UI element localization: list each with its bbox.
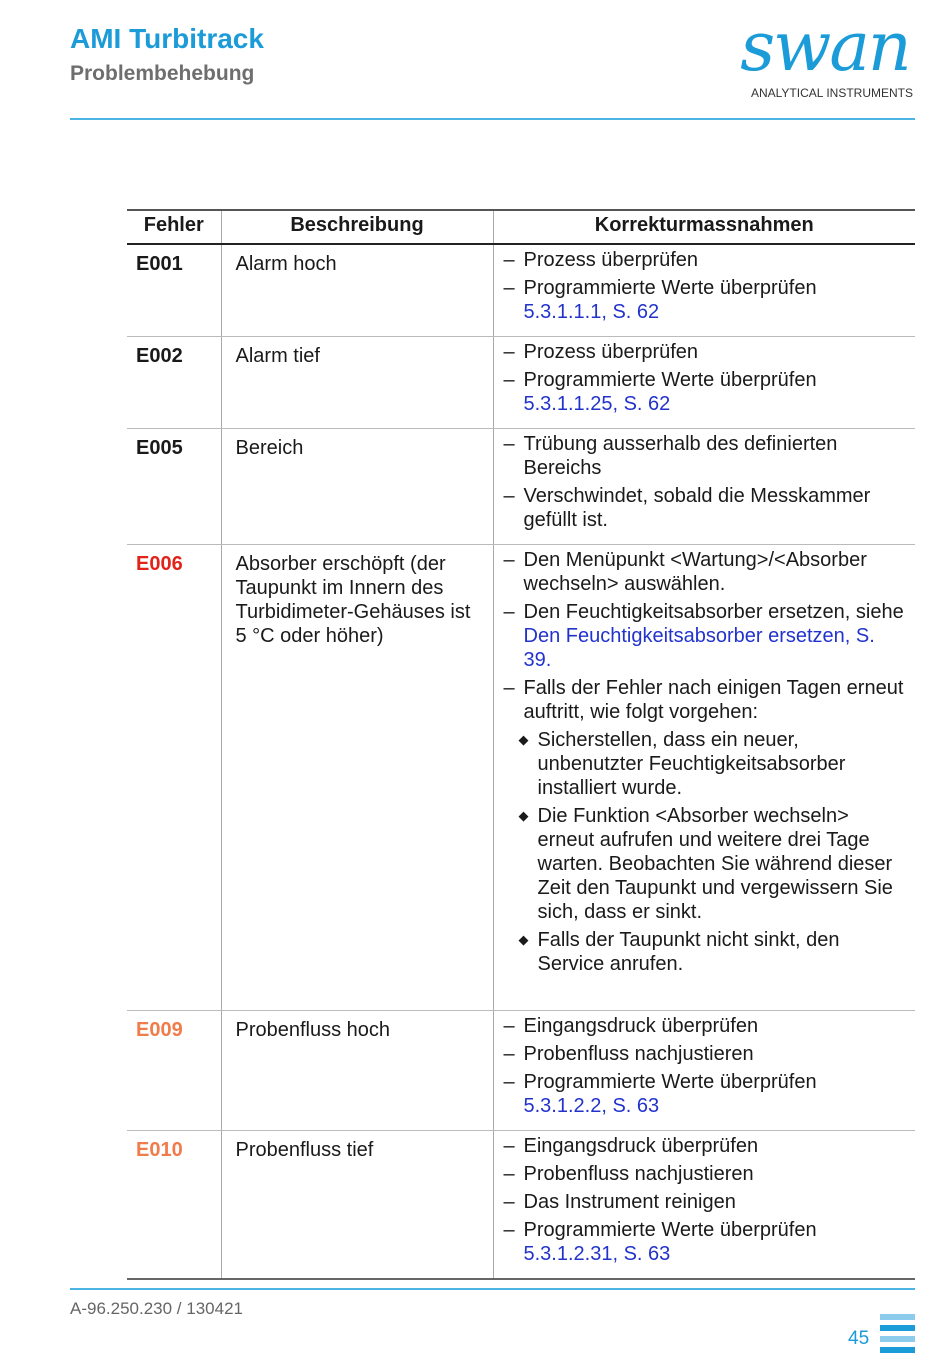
page-number: 45 [848,1328,870,1349]
error-actions [493,1131,915,1280]
action-text: Programmierte Werte überprüfen [523,277,817,299]
action-item: – Prozess überprüfen [503,249,699,271]
action-text: Verschwindet, sobald die Messkammer gefüllt ist. [523,485,871,531]
error-description: Alarm hoch [221,244,493,337]
header-korrekturmassnahmen: Korrekturmassnahmen [493,210,915,244]
cross-reference-link[interactable]: 5.3.1.1.25, S. 62 [523,393,671,415]
header-beschreibung: Beschreibung [221,210,493,244]
action-item: – Probenfluss nachjustieren [503,1043,754,1065]
error-table [127,209,915,1280]
action-item: – Das Instrument reinigen [503,1191,736,1213]
action-text: Programmierte Werte überprüfen [523,369,817,391]
action-text: Eingangsdruck überprüfen [523,1015,759,1037]
action-item: – Den Menüpunkt <Wartung>/<Absorber wechseln> auswählen. [503,549,867,595]
error-description: Probenfluss hoch [221,1011,493,1131]
action-text: Falls der Fehler nach einigen Tagen erneut auftritt, wie folgt vorgehen: [523,677,904,723]
table-row [127,337,915,429]
action-text: Den Feuchtigkeitsabsorber ersetzen, siehe [523,601,904,623]
action-text: Programmierte Werte überprüfen [523,1071,817,1093]
error-actions [493,1011,915,1131]
action-item: – Prozess überprüfen [503,341,699,363]
action-item: – Trübung ausserhalb des definierten Bereichs [503,433,838,479]
diamond-bullet-icon: ◆ [518,732,529,747]
action-item: – Falls der Fehler nach einigen Tagen erneut auftritt, wie folgt vorgehen: [503,677,904,723]
swan-logo [735,8,915,104]
action-text: Probenfluss nachjustieren [523,1043,754,1065]
cross-reference-link[interactable]: 5.3.1.2.2, S. 63 [523,1095,660,1117]
bullet-text: Sicherstellen, dass ein neuer, unbenutzter Feuchtigkeitsabsorber installiert wurde. [537,729,846,799]
action-item: – Den Feuchtigkeitsabsorber ersetzen, siehe Den Feuchtigkeitsabsorber ersetzen, S. 39. [503,601,904,671]
diamond-bullet-icon: ◆ [518,808,529,823]
header-fehler: Fehler [127,210,221,244]
document-title: AMI Turbitrack [70,23,264,54]
action-text: Den Menüpunkt <Wartung>/<Absorber wechseln> auswählen. [523,549,867,595]
action-text: Das Instrument reinigen [523,1191,736,1213]
cross-reference-link[interactable]: Den Feuchtigkeitsabsorber ersetzen, S. 39. [523,625,875,671]
action-item: – Programmierte Werte überprüfen 5.3.1.2.2, S. 63 [503,1071,817,1117]
table-row [127,1011,915,1131]
table-row [127,1131,915,1280]
bullet-item [504,928,908,976]
error-code: E001 [127,244,221,337]
error-code: E002 [127,337,221,429]
bullet-text: Falls der Taupunkt nicht sinkt, den Service anrufen. [537,929,840,975]
action-item: – Probenfluss nachjustieren [503,1163,754,1185]
section-subtitle: Problembehebung [70,62,255,85]
action-text: Prozess überprüfen [523,249,699,271]
action-item: – Programmierte Werte überprüfen 5.3.1.1.1, S. 62 [503,277,817,323]
table-header-row [127,210,915,244]
action-item: – Programmierte Werte überprüfen 5.3.1.1.25, S. 62 [503,369,817,415]
bullet-item [504,804,908,924]
error-description: Absorber erschöpft (der Taupunkt im Innern des Turbidimeter-Gehäuses ist 5 °C oder höher) [221,545,493,1011]
error-description: Alarm tief [221,337,493,429]
cross-reference-link[interactable]: 5.3.1.2.31, S. 63 [523,1243,671,1265]
diamond-bullet-icon: ◆ [518,932,529,947]
error-actions [493,337,915,429]
error-code: E010 [127,1131,221,1280]
cross-reference-link[interactable]: 5.3.1.1.1, S. 62 [523,301,660,323]
page-stripes-icon [880,1314,915,1358]
table-row [127,545,915,1011]
error-description: Probenfluss tief [221,1131,493,1280]
error-code: E009 [127,1011,221,1131]
error-actions [493,429,915,545]
bullet-text: Die Funktion <Absorber wechseln> erneut aufrufen und weitere drei Tage warten. Beobachten Sie während dieser Zeit den Taupunkt und vergewissern Sie sich, dass er sinkt. [537,805,893,923]
document-reference: A-96.250.230 / 130421 [70,1299,243,1318]
action-item: – Eingangsdruck überprüfen [503,1015,759,1037]
action-text: Eingangsdruck überprüfen [523,1135,759,1157]
header-rule [70,118,915,120]
action-text: Programmierte Werte überprüfen [523,1219,817,1241]
logo-subtext: ANALYTICAL INSTRUMENTS [750,86,913,100]
action-item: – Eingangsdruck überprüfen [503,1135,759,1157]
footer-rule [70,1288,915,1290]
bullet-item [504,728,908,800]
action-text: Prozess überprüfen [523,341,699,363]
action-item: – Programmierte Werte überprüfen 5.3.1.2.31, S. 63 [503,1219,817,1265]
logo-wordmark: swan [740,8,910,87]
action-text: Probenfluss nachjustieren [523,1163,754,1185]
action-text: Trübung ausserhalb des definierten Bereichs [523,433,838,479]
table-row [127,429,915,545]
error-description: Bereich [221,429,493,545]
error-code: E006 [127,545,221,1011]
error-actions [493,545,915,1011]
error-actions [493,244,915,337]
error-code: E005 [127,429,221,545]
action-item: – Verschwindet, sobald die Messkammer gefüllt ist. [503,485,871,531]
table-row [127,244,915,337]
